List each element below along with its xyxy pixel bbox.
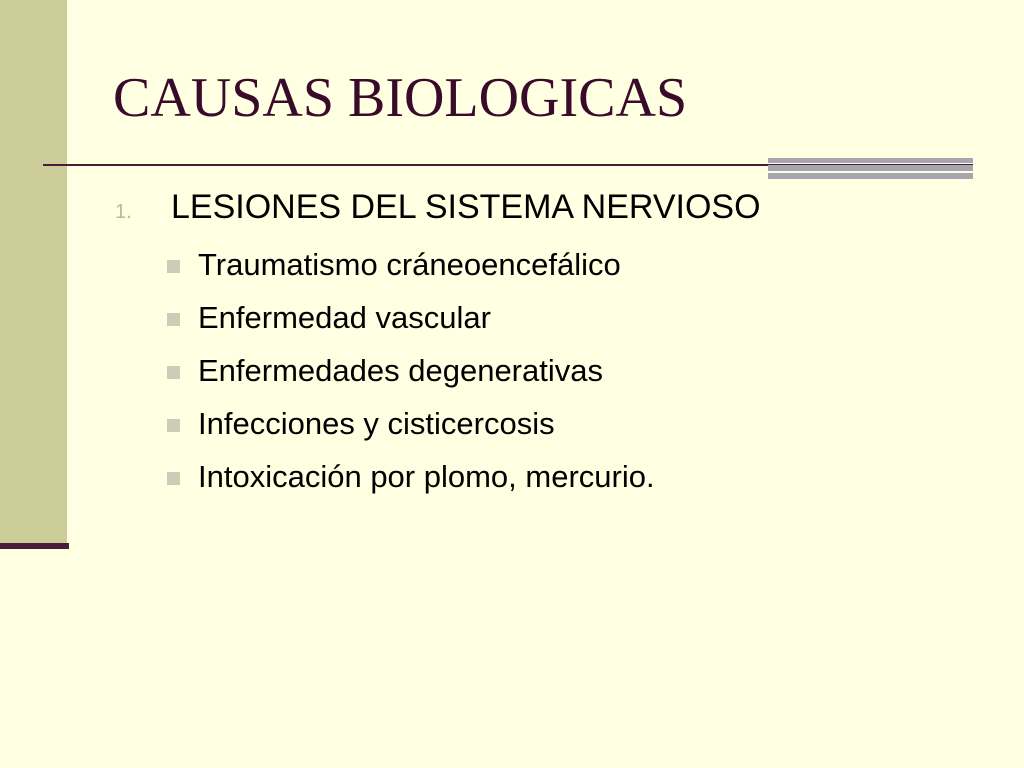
bullet-item (167, 291, 975, 344)
slide-content (115, 188, 975, 503)
bullet-item (167, 238, 975, 291)
bullet-item (167, 450, 975, 503)
square-bullet-icon (167, 472, 180, 485)
accent-bars-decoration (768, 158, 973, 180)
numbered-list-item (115, 188, 975, 238)
left-band-accent-bar (0, 543, 69, 549)
square-bullet-icon (167, 419, 180, 432)
slide-title: CAUSAS BIOLOGICAS (113, 67, 688, 129)
bullet-text: Enfermedad vascular (198, 299, 491, 335)
bullet-text: Infecciones y cisticercosis (198, 405, 555, 441)
bullet-item (167, 344, 975, 397)
list-number: 1. (115, 201, 132, 223)
accent-bar (768, 173, 973, 179)
accent-bar (768, 158, 973, 163)
square-bullet-icon (167, 313, 180, 326)
bullet-list (115, 238, 975, 503)
bullet-text: Traumatismo cráneoencefálico (198, 246, 621, 282)
list-heading: LESIONES DEL SISTEMA NERVIOSO (171, 188, 761, 226)
accent-bar (768, 165, 973, 171)
bullet-text: Intoxicación por plomo, mercurio. (198, 458, 655, 494)
square-bullet-icon (167, 260, 180, 273)
bullet-item (167, 397, 975, 450)
square-bullet-icon (167, 366, 180, 379)
bullet-text: Enfermedades degenerativas (198, 352, 603, 388)
left-decorative-band (0, 0, 67, 548)
